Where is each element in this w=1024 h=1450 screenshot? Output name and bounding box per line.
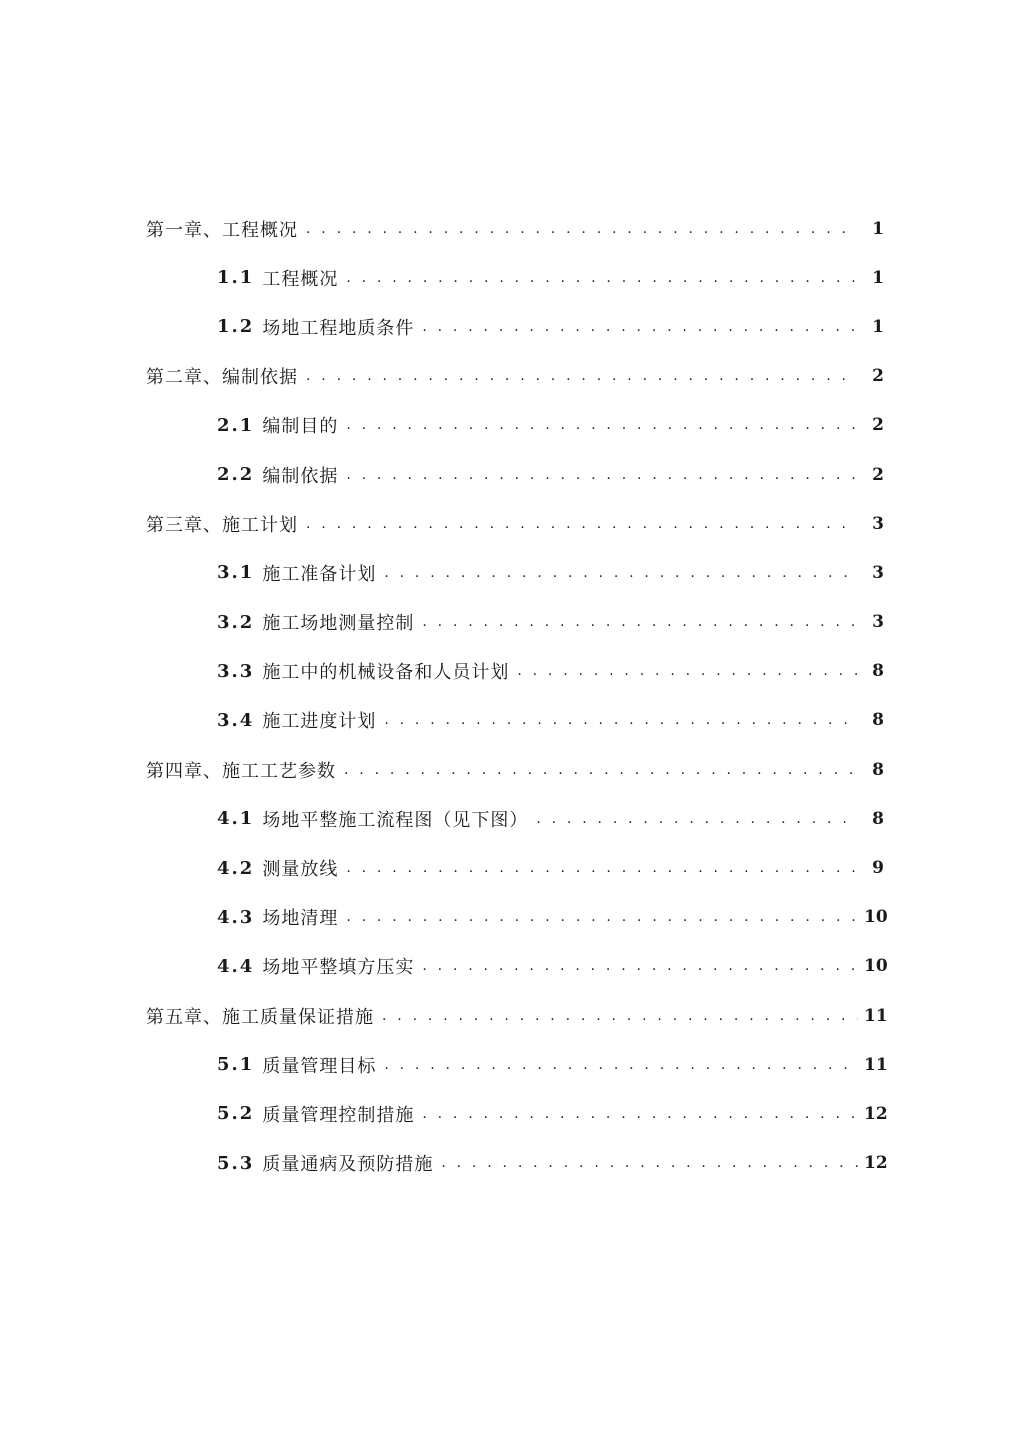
toc-section-number: 2.1	[217, 414, 255, 436]
toc-entry-title: 工程概况	[262, 268, 339, 290]
toc-dot-leader	[441, 1155, 858, 1171]
toc-section-number: 4.4	[217, 955, 255, 977]
toc-page-number: 8	[872, 759, 884, 780]
toc-entry-section-2-2[interactable]	[0, 450, 1024, 499]
toc-entry-section-4-4[interactable]	[0, 942, 1024, 991]
toc-page-number: 11	[864, 1054, 888, 1075]
toc-dot-leader	[384, 712, 858, 728]
toc-dot-leader	[384, 1057, 858, 1073]
toc-entry-section-3-3[interactable]	[0, 647, 1024, 696]
toc-entry-section-3-1[interactable]	[0, 548, 1024, 597]
toc-entry-title: 第四章、施工工艺参数	[146, 760, 336, 782]
toc-dot-leader	[346, 860, 858, 876]
toc-entry-section-4-2[interactable]	[0, 843, 1024, 892]
toc-entry-section-3-4[interactable]	[0, 696, 1024, 745]
toc-page-number: 3	[872, 513, 884, 534]
toc-page-number: 10	[864, 907, 888, 928]
table-of-contents	[0, 204, 1024, 1188]
toc-page-number: 2	[872, 464, 884, 485]
toc-page-number: 9	[872, 858, 884, 879]
toc-entry-title: 测量放线	[262, 859, 339, 881]
toc-dot-leader	[344, 762, 858, 778]
toc-page-number: 8	[872, 661, 884, 682]
toc-dot-leader	[517, 663, 858, 679]
toc-entry-section-3-2[interactable]	[0, 598, 1024, 647]
toc-page-number: 10	[864, 956, 888, 977]
toc-page-number: 2	[872, 366, 884, 387]
toc-page-number: 8	[872, 808, 884, 829]
toc-section-number: 3.1	[217, 562, 255, 584]
toc-entry-title: 场地清理	[262, 908, 339, 930]
toc-section-number: 1.2	[217, 316, 255, 338]
toc-dot-leader	[346, 467, 858, 483]
toc-section-number: 3.4	[217, 709, 255, 731]
toc-dot-leader	[382, 1008, 858, 1024]
toc-entry-chapter-5[interactable]	[0, 991, 1024, 1040]
toc-entry-section-4-1[interactable]	[0, 794, 1024, 843]
toc-section-number: 3.3	[217, 660, 255, 682]
toc-dot-leader	[422, 614, 858, 630]
toc-entry-title: 施工中的机械设备和人员计划	[262, 662, 510, 684]
toc-entry-section-5-3[interactable]	[0, 1139, 1024, 1188]
toc-dot-leader	[346, 909, 858, 925]
toc-section-number: 4.1	[217, 808, 255, 830]
toc-entry-section-2-1[interactable]	[0, 401, 1024, 450]
toc-entry-section-4-3[interactable]	[0, 893, 1024, 942]
toc-page-number: 3	[872, 562, 884, 583]
toc-section-number: 5.1	[217, 1054, 255, 1076]
toc-page-number: 1	[872, 267, 884, 288]
toc-dot-leader	[306, 516, 858, 532]
toc-entry-title: 质量通病及预防措施	[262, 1154, 434, 1176]
toc-section-number: 5.3	[217, 1152, 255, 1174]
toc-entry-title: 场地平整施工流程图（见下图）	[262, 809, 529, 831]
toc-entry-chapter-1[interactable]	[0, 204, 1024, 253]
toc-entry-chapter-2[interactable]	[0, 352, 1024, 401]
toc-section-number: 1.1	[217, 267, 255, 289]
toc-entry-chapter-3[interactable]	[0, 499, 1024, 548]
toc-entry-title: 编制依据	[262, 465, 339, 487]
toc-section-number: 3.2	[217, 611, 255, 633]
toc-entry-title: 质量管理目标	[262, 1055, 377, 1077]
toc-entry-title: 场地工程地质条件	[262, 317, 415, 339]
toc-page-number: 1	[872, 316, 884, 337]
toc-section-number: 4.2	[217, 857, 255, 879]
toc-dot-leader	[422, 1106, 858, 1122]
toc-entry-title: 施工场地测量控制	[262, 613, 415, 635]
toc-entry-title: 场地平整填方压实	[262, 957, 415, 979]
toc-section-number: 2.2	[217, 464, 255, 486]
toc-entry-section-5-2[interactable]	[0, 1089, 1024, 1138]
toc-page-number: 12	[864, 1103, 888, 1124]
toc-dot-leader	[422, 319, 858, 335]
toc-page-number: 1	[872, 218, 884, 239]
toc-entry-title: 第三章、施工计划	[146, 514, 298, 536]
toc-dot-leader	[346, 417, 858, 433]
toc-entry-section-1-1[interactable]	[0, 253, 1024, 302]
toc-dot-leader	[384, 565, 858, 581]
toc-entry-title: 第五章、施工质量保证措施	[146, 1006, 374, 1028]
toc-page-number: 2	[872, 415, 884, 436]
toc-entry-title: 第一章、工程概况	[146, 219, 298, 241]
toc-page-number: 3	[872, 612, 884, 633]
toc-entry-title: 第二章、编制依据	[146, 367, 298, 389]
toc-dot-leader	[422, 958, 858, 974]
toc-entry-title: 质量管理控制措施	[262, 1104, 415, 1126]
toc-dot-leader	[346, 270, 858, 286]
toc-entry-section-5-1[interactable]	[0, 1040, 1024, 1089]
toc-entry-section-1-2[interactable]	[0, 302, 1024, 351]
toc-dot-leader	[306, 221, 858, 237]
toc-dot-leader	[536, 811, 858, 827]
toc-dot-leader	[306, 368, 858, 384]
toc-entry-title: 施工进度计划	[262, 711, 377, 733]
toc-page-number: 11	[864, 1005, 888, 1026]
toc-entry-title: 施工准备计划	[262, 563, 377, 585]
toc-page-number: 12	[864, 1153, 888, 1174]
toc-entry-title: 编制目的	[262, 416, 339, 438]
toc-section-number: 4.3	[217, 906, 255, 928]
toc-page-number: 8	[872, 710, 884, 731]
toc-entry-chapter-4[interactable]	[0, 745, 1024, 794]
toc-section-number: 5.2	[217, 1103, 255, 1125]
